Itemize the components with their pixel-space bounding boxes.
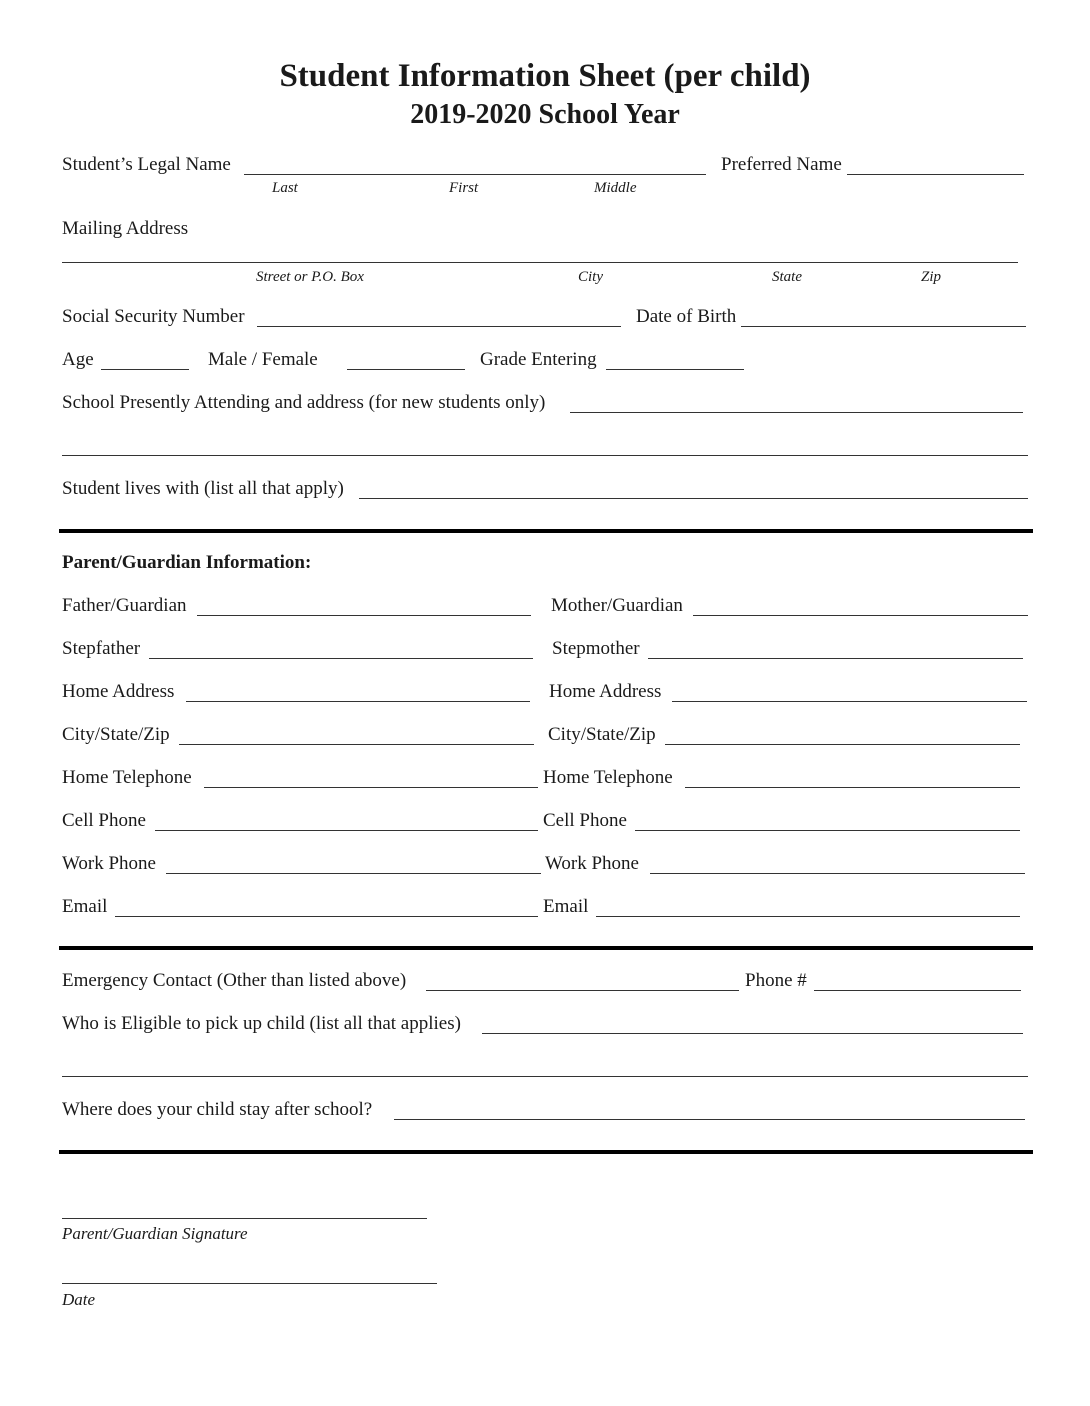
preferred-name-label: Preferred Name bbox=[721, 154, 842, 175]
first-sublabel: First bbox=[449, 180, 479, 196]
age-label: Age bbox=[62, 349, 94, 370]
school-field[interactable] bbox=[570, 412, 1023, 413]
stepmother-field[interactable] bbox=[648, 658, 1023, 659]
grade-label: Grade Entering bbox=[480, 349, 597, 370]
signature-label: Parent/Guardian Signature bbox=[62, 1224, 248, 1243]
stepfather-field[interactable] bbox=[149, 658, 533, 659]
grade-field[interactable] bbox=[606, 369, 744, 370]
dob-label: Date of Birth bbox=[636, 306, 737, 327]
mailing-address-field[interactable] bbox=[62, 262, 1018, 263]
after-school-label: Where does your child stay after school? bbox=[62, 1099, 373, 1120]
home-address-right-label: Home Address bbox=[549, 681, 662, 702]
cell-phone-left-label: Cell Phone bbox=[62, 810, 146, 831]
father-label: Father/Guardian bbox=[62, 595, 187, 616]
section-divider bbox=[59, 1150, 1033, 1154]
section-divider bbox=[59, 529, 1033, 533]
work-phone-right-field[interactable] bbox=[650, 873, 1025, 874]
after-school-field[interactable] bbox=[394, 1119, 1025, 1120]
city-state-zip-right-field[interactable] bbox=[665, 744, 1020, 745]
ssn-label: Social Security Number bbox=[62, 306, 245, 327]
city-sublabel: City bbox=[578, 269, 603, 285]
cell-phone-right-label: Cell Phone bbox=[543, 810, 627, 831]
home-address-left-label: Home Address bbox=[62, 681, 175, 702]
home-address-right-field[interactable] bbox=[672, 701, 1027, 702]
stepfather-label: Stepfather bbox=[62, 638, 141, 659]
age-field[interactable] bbox=[101, 369, 189, 370]
gender-label: Male / Female bbox=[208, 349, 318, 370]
home-telephone-left-label: Home Telephone bbox=[62, 767, 192, 788]
emergency-contact-field[interactable] bbox=[426, 990, 739, 991]
form-title: Student Information Sheet (per child) bbox=[279, 58, 811, 94]
school-field-continued[interactable] bbox=[62, 455, 1028, 456]
preferred-name-field[interactable] bbox=[847, 174, 1024, 175]
email-left-label: Email bbox=[62, 896, 108, 917]
parent-section-header: Parent/Guardian Information: bbox=[62, 552, 312, 573]
email-right-field[interactable] bbox=[596, 916, 1020, 917]
signature-field[interactable] bbox=[62, 1218, 427, 1219]
mailing-address-label: Mailing Address bbox=[62, 218, 189, 239]
cell-phone-right-field[interactable] bbox=[635, 830, 1020, 831]
pickup-label: Who is Eligible to pick up child (list all that applies) bbox=[62, 1013, 461, 1034]
work-phone-left-label: Work Phone bbox=[62, 853, 156, 874]
father-field[interactable] bbox=[197, 615, 531, 616]
home-telephone-left-field[interactable] bbox=[204, 787, 538, 788]
pickup-field[interactable] bbox=[482, 1033, 1023, 1034]
section-divider bbox=[59, 946, 1033, 950]
mother-label: Mother/Guardian bbox=[551, 595, 683, 616]
date-label: Date bbox=[62, 1290, 96, 1309]
emergency-contact-label: Emergency Contact (Other than listed above) bbox=[62, 970, 407, 991]
zip-sublabel: Zip bbox=[921, 269, 942, 285]
dob-field[interactable] bbox=[741, 326, 1026, 327]
legal-name-label: Student’s Legal Name bbox=[62, 154, 231, 175]
middle-sublabel: Middle bbox=[594, 180, 637, 196]
stepmother-label: Stepmother bbox=[552, 638, 640, 659]
city-state-zip-left-field[interactable] bbox=[179, 744, 534, 745]
school-label: School Presently Attending and address (for new students only) bbox=[62, 392, 546, 413]
city-state-zip-right-label: City/State/Zip bbox=[548, 724, 656, 745]
form-subtitle: 2019-2020 School Year bbox=[410, 99, 680, 130]
emergency-phone-label: Phone # bbox=[745, 970, 807, 991]
date-field[interactable] bbox=[62, 1283, 437, 1284]
work-phone-right-label: Work Phone bbox=[545, 853, 639, 874]
work-phone-left-field[interactable] bbox=[166, 873, 541, 874]
home-telephone-right-field[interactable] bbox=[685, 787, 1020, 788]
lives-with-field[interactable] bbox=[359, 498, 1028, 499]
cell-phone-left-field[interactable] bbox=[155, 830, 538, 831]
lives-with-label: Student lives with (list all that apply) bbox=[62, 478, 344, 499]
gender-field[interactable] bbox=[347, 369, 465, 370]
state-sublabel: State bbox=[772, 269, 802, 285]
city-state-zip-left-label: City/State/Zip bbox=[62, 724, 170, 745]
legal-name-field[interactable] bbox=[244, 174, 706, 175]
email-right-label: Email bbox=[543, 896, 589, 917]
street-sublabel: Street or P.O. Box bbox=[256, 269, 364, 285]
home-telephone-right-label: Home Telephone bbox=[543, 767, 673, 788]
ssn-field[interactable] bbox=[257, 326, 621, 327]
home-address-left-field[interactable] bbox=[186, 701, 530, 702]
emergency-phone-field[interactable] bbox=[814, 990, 1021, 991]
mother-field[interactable] bbox=[693, 615, 1028, 616]
email-left-field[interactable] bbox=[115, 916, 538, 917]
pickup-field-continued[interactable] bbox=[62, 1076, 1028, 1077]
last-sublabel: Last bbox=[272, 180, 298, 196]
